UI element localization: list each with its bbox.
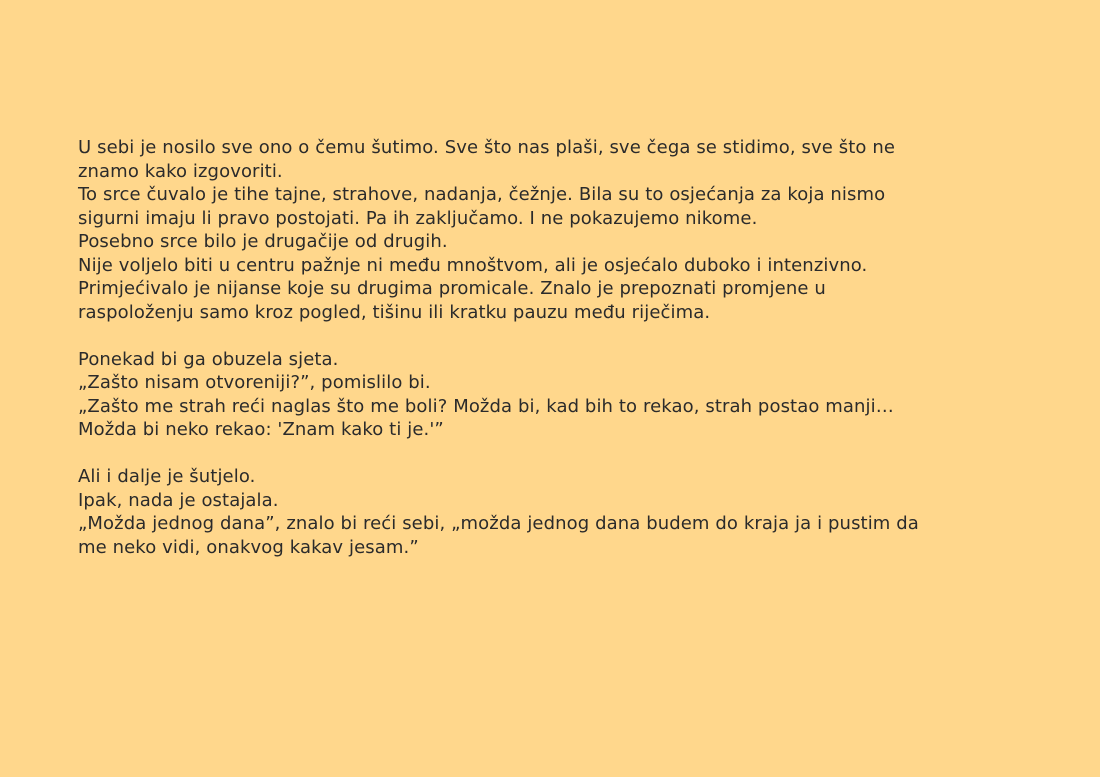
text-line: me neko vidi, onakvog kakav jesam.” — [78, 536, 419, 558]
paragraph-2 — [78, 348, 1038, 442]
text-line: Možda bi neko rekao: 'Znam kako ti je.'” — [78, 419, 444, 440]
text-line: sigurni imaju li pravo postojati. Pa ih zaključamo. I ne pokazujemo nikome. — [78, 207, 758, 229]
paragraph-1 — [78, 136, 1038, 324]
story-text — [78, 136, 1038, 559]
paragraph-3 — [78, 465, 1038, 559]
text-line: U sebi je nosilo sve ono o čemu šutimo. Sve što nas plaši, sve čega se stidimo, sve što ne — [78, 137, 896, 158]
text-line: raspoloženju samo kroz pogled, tišinu ili kratku pauzu među riječima. — [78, 301, 711, 323]
text-line: Ali i dalje je šutjelo. — [78, 466, 256, 487]
text-line: Ipak, nada je ostajala. — [78, 489, 279, 511]
text-line: „Možda jednog dana”, znalo bi reći sebi, „možda jednog dana budem do kraja ja i pustim da — [78, 513, 919, 534]
text-line: znamo kako izgovoriti. — [78, 160, 283, 182]
text-line: „Zašto me strah reći naglas što me boli? Možda bi, kad bih to rekao, strah postao manji… — [78, 395, 894, 417]
text-line: Primjećivalo je nijanse koje su drugima promicale. Znalo je prepoznati promjene u — [78, 278, 826, 299]
text-line: Nije voljelo biti u centru pažnje ni među mnoštvom, ali je osjećalo duboko i intenzivno. — [78, 254, 868, 276]
text-line: Posebno srce bilo je drugačije od drugih. — [78, 231, 448, 252]
text-line: „Zašto nisam otvoreniji?”, pomislilo bi. — [78, 372, 431, 393]
text-line: Ponekad bi ga obuzela sjeta. — [78, 348, 339, 370]
text-line: To srce čuvalo je tihe tajne, strahove, nadanja, čežnje. Bila su to osjećanja za koja nismo — [78, 184, 886, 205]
